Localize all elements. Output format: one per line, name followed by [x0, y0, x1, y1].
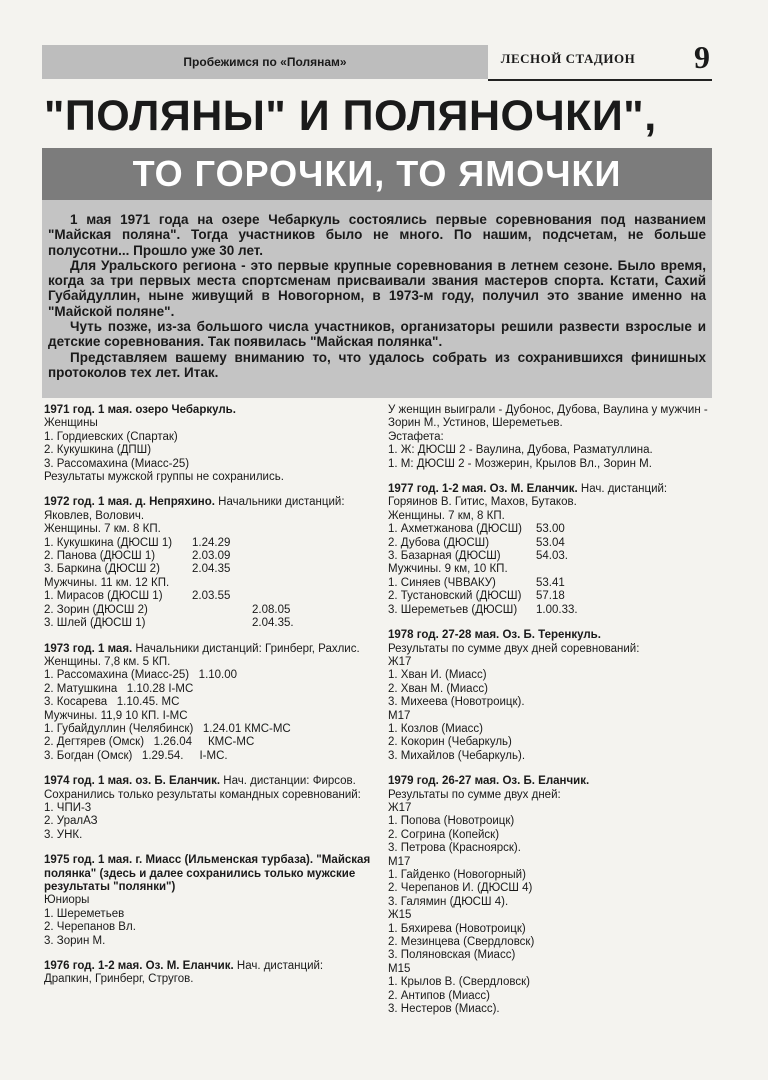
block-heading-rest: Начальники дистанций: Яковлев, Волович. [44, 496, 345, 522]
result-line: 2. Дегтярев (Омск) 1.26.04 КМС-МС [44, 736, 255, 749]
result-line: 3. Косарева 1.10.45. МС [44, 696, 180, 709]
intro-paragraph: Чуть позже, из-за большого числа участников, организаторы решили развести взрослые и детские соревнования. Так появилась "Майская полянка". [48, 319, 706, 350]
result-line: 1. Гайденко (Новогорный) [388, 869, 526, 881]
result-name: 2. Тустановский (ДЮСШ) [388, 590, 522, 603]
result-line: 3. Михеева (Новотроицк). [388, 696, 525, 709]
result-line: 1. Гордиевских (Спартак) [44, 430, 178, 443]
result-line: 3. Михайлов (Чебаркуль). [388, 749, 526, 762]
result-time: 2.04.35 [192, 563, 231, 576]
result-line: Мужчины. 11,9 10 КП. I-МС [44, 709, 188, 722]
block-heading-line [44, 496, 374, 523]
result-time: 1.00.33. [536, 603, 578, 616]
left-column [44, 404, 374, 999]
result-line: 3. Богдан (Омск) 1.29.54. I-МС. [44, 749, 228, 762]
section-header [488, 39, 712, 81]
result-line: 2. Черепанов Вл. [44, 921, 136, 934]
result-line: 2. Хван М. (Миасс) [388, 682, 488, 695]
result-line: 1. М: ДЮСШ 2 - Мозжерин, Крылов Вл., Зорин М. [388, 457, 652, 470]
result-line: 2. Согрина (Копейск) [388, 828, 500, 841]
result-line: У женщин выиграли - Дубонос, Дубова, Ваулина у мужчин - Зорин М., Устинов, Шереметьев. [388, 404, 708, 430]
results-1979 [388, 775, 718, 1016]
block-heading-rest: Нач. дистанций: Горяинов В. Гитис, Махов, Бутаков. [388, 483, 668, 509]
result-line: Ж15 [388, 909, 412, 922]
block-heading-line [44, 960, 374, 987]
result-line: Результаты по сумме двух дней соревнований: [388, 642, 640, 655]
results-1974 [44, 775, 374, 842]
result-row [44, 617, 374, 630]
result-name: 2. Панова (ДЮСШ 1) [44, 550, 156, 563]
result-row [388, 590, 718, 603]
result-line: Женщины. 7 км. 8 КП. [44, 523, 161, 536]
result-line: 1. Хван И. (Миасс) [388, 669, 487, 682]
result-line: 2. Кукушкина (ДПШ) [44, 444, 152, 457]
result-line: 3. Поляновская (Миасс) [388, 949, 516, 962]
result-time: 53.04 [536, 536, 565, 549]
block-heading-line [44, 775, 374, 788]
result-time: 2.03.55 [192, 590, 231, 603]
intro-paragraph: 1 мая 1971 года на озере Чебаркуль состоялись первые соревнования под названием "Майская поляна". Тогда участников было не много. По нашим, подсчетам, не больше полусотни... Прошло уже 30 лет. [48, 212, 706, 258]
result-line: 2. Мезинцева (Свердловск) [388, 936, 535, 949]
results-1978 [388, 629, 718, 763]
result-name: 3. Шереметьев (ДЮСШ) [388, 603, 518, 616]
block-heading-rest: Начальники дистанций: Гринберг, Рахлис. [132, 642, 360, 655]
result-name: 3. Шлей (ДЮСШ 1) [44, 617, 146, 630]
block-heading: 1978 год. 27-28 мая. Оз. Б. Теренкуль. [388, 629, 601, 642]
result-line: 1. Губайдуллин (Челябинск) 1.24.01 КМС-МС [44, 722, 291, 735]
result-line: Результаты по сумме двух дней: [388, 788, 561, 801]
result-row [44, 550, 374, 563]
section-name: ЛЕСНОЙ СТАДИОН [500, 51, 636, 66]
result-line: Мужчины. 9 км, 10 КП. [388, 563, 508, 576]
result-line: Эстафета: [388, 430, 444, 443]
result-name: 2. Дубова (ДЮСШ) [388, 536, 490, 549]
block-heading: 1976 год. 1-2 мая. Оз. М. Еланчик. [44, 960, 234, 973]
result-time: 57.18 [536, 590, 565, 603]
result-line: 1. Крылов В. (Свердловск) [388, 976, 530, 989]
result-line: 3. Петрова (Красноярск). [388, 842, 521, 855]
result-row [388, 550, 718, 563]
result-row [44, 563, 374, 576]
block-heading: 1974 год. 1 мая. оз. Б. Еланчик. [44, 775, 221, 788]
block-heading-rest: Нач. дистанции: Фирсов. [220, 775, 356, 788]
result-name: 3. Базарная (ДЮСШ) [388, 550, 501, 563]
result-row [44, 604, 374, 617]
result-time: 2.08.05 [252, 603, 291, 616]
result-line: 1. Рассомахина (Миасс-25) 1.10.00 [44, 669, 238, 682]
result-time: 2.04.35. [252, 617, 294, 630]
result-row [44, 537, 374, 550]
result-line: М15 [388, 962, 411, 975]
result-time: 53.00 [536, 523, 565, 536]
result-line: 1. Попова (Новотроицк) [388, 815, 515, 828]
result-line: 2. УралАЗ [44, 815, 98, 828]
page-number: 9 [694, 39, 710, 75]
block-heading-line [44, 643, 374, 656]
block-heading: 1979 год. 26-27 мая. Оз. Б. Еланчик. [388, 775, 590, 788]
results-1973 [44, 643, 374, 764]
result-line: М17 [388, 709, 411, 722]
result-line: 3. Нестеров (Миасс). [388, 1003, 500, 1016]
result-line: Ж17 [388, 801, 412, 814]
block-heading-rest: Нач. дистанций: Драпкин, Гринберг, Стругов. [44, 960, 324, 986]
result-line: Женщины. 7 км, 8 КП. [388, 509, 505, 522]
result-line: 1. Шереметьев [44, 907, 125, 920]
result-name: 1. Кукушкина (ДЮСШ 1) [44, 536, 173, 549]
result-line: Женщины. 7,8 км. 5 КП. [44, 655, 171, 668]
result-line: Ж17 [388, 655, 412, 668]
result-line: 2. Матушкина 1.10.28 I-МС [44, 682, 194, 695]
intro-paragraph: Представляем вашему вниманию то, что удалось собрать из сохранившихся финишных протоколов тех лет. Итак. [48, 349, 706, 380]
result-time: 54.03. [536, 550, 568, 563]
result-row [388, 577, 718, 590]
intro-paragraph: Для Уральского региона - это первые крупные соревнования в летнем сезоне. Было время, когда за три первых места спортсменам присваивали звания мастеров спорта. Кстати, Сахий Губайдуллин, ныне живущий в Новогорном, в 1973-м году, получил это звание именно на "Майской поляне". [48, 257, 706, 319]
result-line: 1. Козлов (Миасс) [388, 722, 483, 735]
result-line: 3. УНК. [44, 828, 83, 841]
result-line: 1. ЧПИ-3 [44, 801, 92, 814]
rubric-bar [42, 45, 488, 79]
results-1971 [44, 404, 374, 484]
block-heading: 1971 год. 1 мая. озеро Чебаркуль. [44, 404, 236, 416]
results-1976-continued [388, 404, 718, 471]
result-line: Женщины [44, 417, 98, 430]
block-heading: 1973 год. 1 мая. [44, 642, 133, 655]
result-name: 1. Мирасов (ДЮСШ 1) [44, 590, 163, 603]
result-line: 3. Галямин (ДЮСШ 4). [388, 895, 509, 908]
result-line: Юниоры [44, 894, 90, 907]
result-row [388, 537, 718, 550]
right-column [388, 404, 718, 1028]
result-line: 2. Кокорин (Чебаркуль) [388, 736, 512, 749]
result-line: 3. Рассомахина (Миасс-25) [44, 457, 190, 470]
result-time: 2.03.09 [192, 550, 231, 563]
result-line: 2. Черепанов И. (ДЮСШ 4) [388, 882, 533, 895]
rubric-label: Пробежимся по «Полянам» [183, 55, 347, 69]
result-name: 1. Ахметжанова (ДЮСШ) [388, 523, 522, 536]
result-name: 1. Синяев (ЧВВАКУ) [388, 576, 496, 589]
intro-text [48, 212, 706, 380]
results-1977 [388, 483, 718, 617]
results-1976 [44, 960, 374, 987]
result-line: Результаты мужской группы не сохранились. [44, 471, 284, 484]
block-heading-line [388, 483, 718, 510]
result-time: 53.41 [536, 576, 565, 589]
result-line: 2. Антипов (Миасс) [388, 989, 490, 1002]
subheadline: ТО ГОРОЧКИ, ТО ЯМОЧКИ [132, 153, 622, 194]
result-row [44, 590, 374, 603]
results-1975 [44, 854, 374, 948]
headline: "ПОЛЯНЫ" И ПОЛЯНОЧКИ", [44, 92, 657, 140]
block-heading: 1977 год. 1-2 мая. Оз. М. Еланчик. [388, 483, 578, 496]
result-row [388, 604, 718, 617]
result-line: 1. Бяхирева (Новотроицк) [388, 922, 526, 935]
result-row [388, 523, 718, 536]
result-line: М17 [388, 855, 411, 868]
result-time: 1.24.29 [192, 536, 231, 549]
subheadline-band [42, 148, 712, 200]
result-line: 3. Зорин М. [44, 934, 106, 947]
result-line: Сохранились только результаты командных соревнований: [44, 788, 361, 801]
block-heading: 1975 год. 1 мая. г. Миасс (Ильменская турбаза). "Майская полянка" (здесь и далее сохранились только мужские результаты "полянки") [44, 854, 371, 893]
block-heading: 1972 год. 1 мая. д. Непряхино. [44, 496, 215, 509]
result-line: 1. Ж: ДЮСШ 2 - Ваулина, Дубова, Разматуллина. [388, 444, 653, 457]
result-name: 3. Баркина (ДЮСШ 2) [44, 563, 160, 576]
results-1972 [44, 496, 374, 630]
result-line: Мужчины. 11 км. 12 КП. [44, 576, 170, 589]
result-name: 2. Зорин (ДЮСШ 2) [44, 603, 148, 616]
